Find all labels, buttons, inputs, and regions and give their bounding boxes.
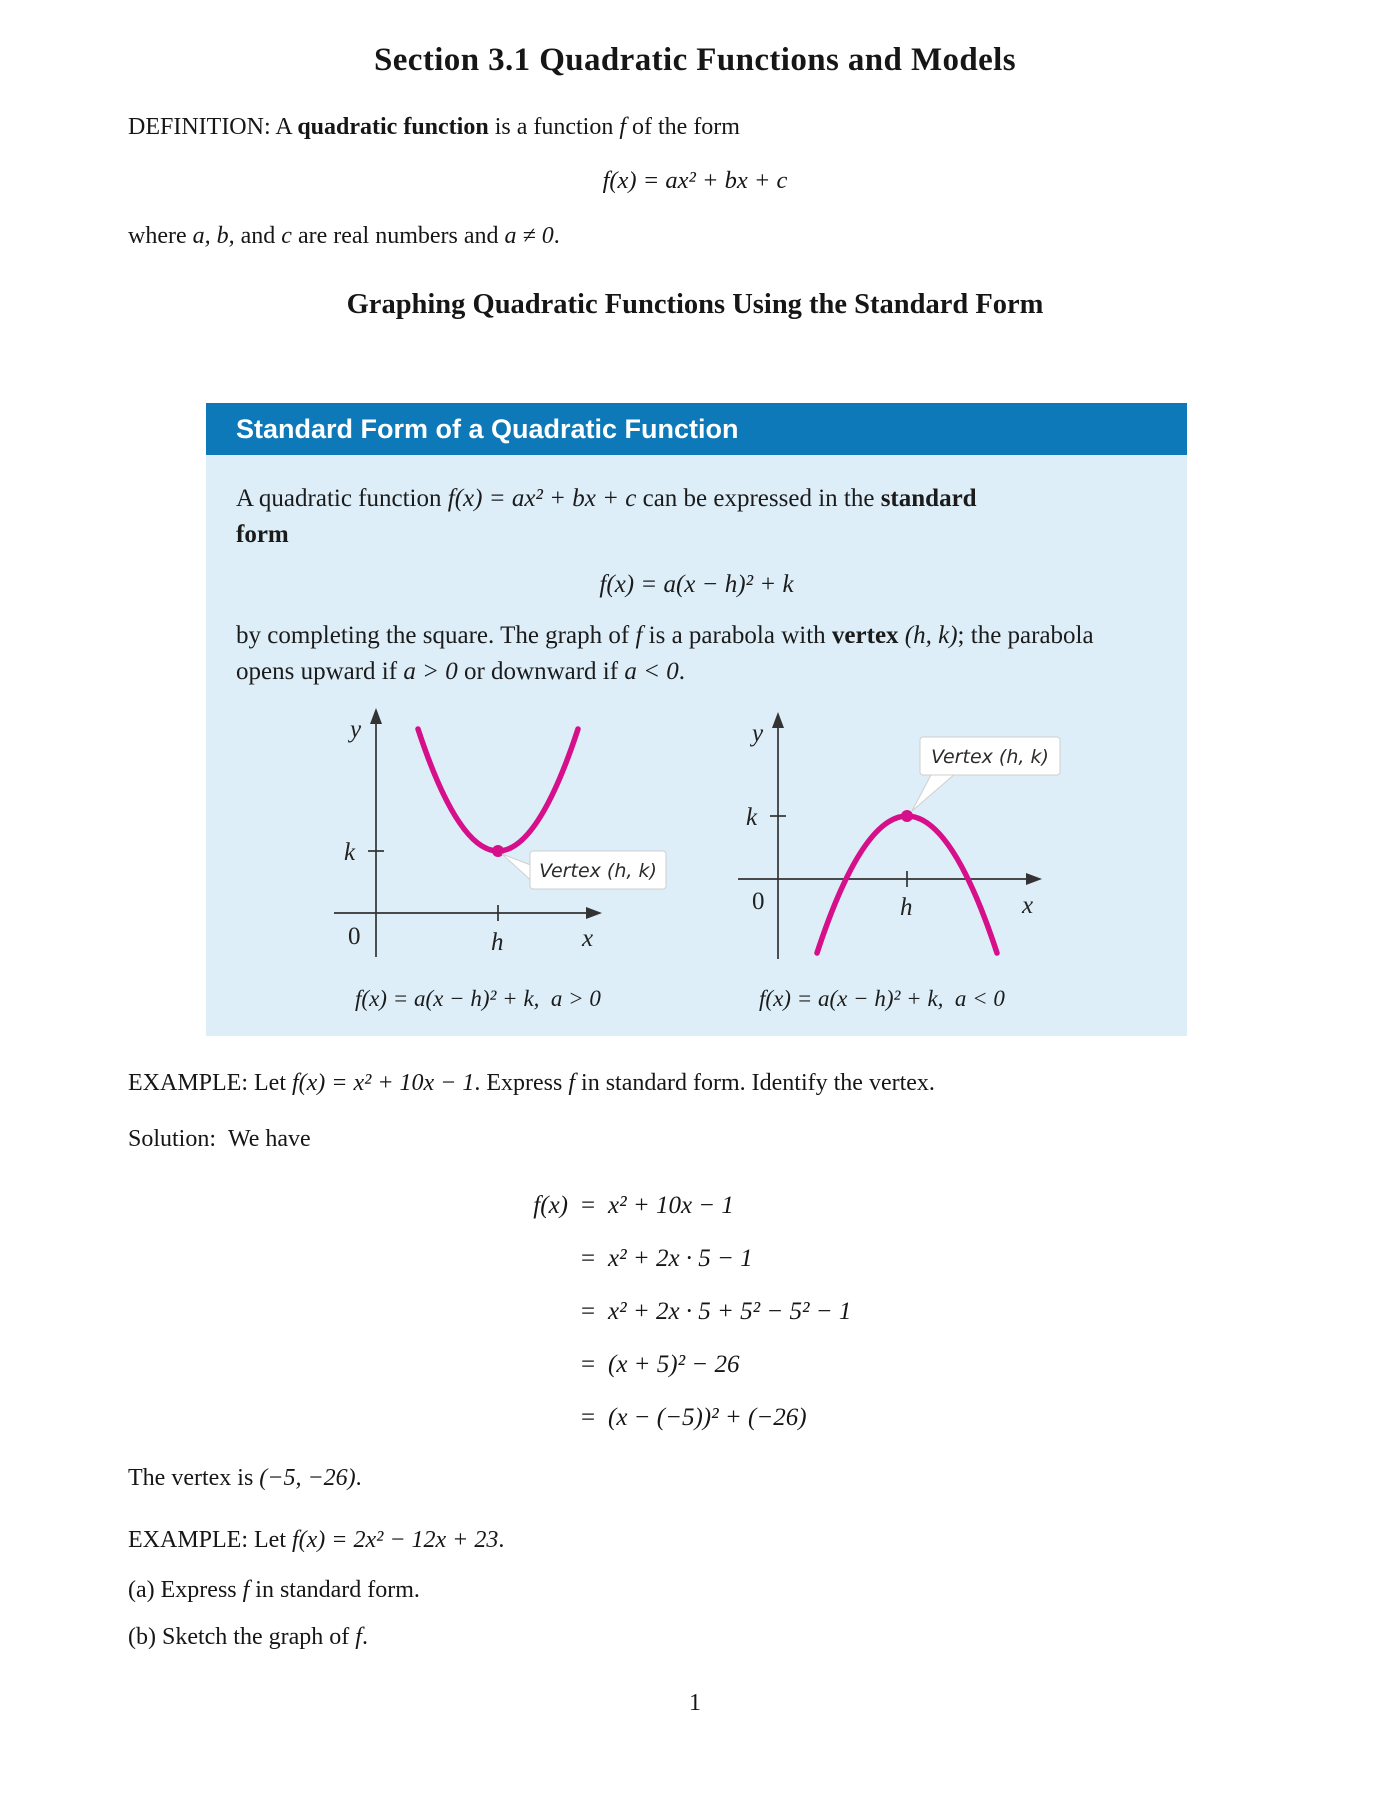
h-label: h xyxy=(491,929,504,956)
definition-formula: f(x) = ax² + bx + c xyxy=(602,167,788,194)
parabola-curve xyxy=(418,729,578,851)
equation-row: = (x − (−5))² + (−26) xyxy=(580,1404,807,1431)
y-axis-arrow-icon xyxy=(772,712,784,728)
vertex-callout-label: Vertex (h, k) xyxy=(931,746,1049,768)
box-intro-line2: form xyxy=(236,520,289,548)
vertex-callout-tail xyxy=(912,773,956,811)
origin-label: 0 xyxy=(348,923,361,950)
equation-row: = x² + 2x · 5 + 5² − 5² − 1 xyxy=(580,1298,852,1325)
standard-form-formula: f(x) = a(x − h)² + k xyxy=(599,571,794,598)
box-header: Standard Form of a Quadratic Function xyxy=(206,403,1187,455)
item-a-line: (a) Express f in standard form. xyxy=(128,1576,420,1603)
parabola-up-figure xyxy=(288,701,668,1014)
vertex-callout-label: Vertex (h, k) xyxy=(539,860,657,882)
x-axis-arrow-icon xyxy=(1026,873,1042,885)
y-axis-arrow-icon xyxy=(370,708,382,724)
k-label: k xyxy=(344,839,356,866)
vertex-result-line: The vertex is (−5, −26). xyxy=(128,1464,362,1491)
graph-caption-up: f(x) = a(x − h)² + k, a > 0 xyxy=(355,985,601,1011)
parabola-down-figure xyxy=(682,701,1082,1014)
graphs-row xyxy=(236,701,1157,1014)
box-intro-line1: A quadratic function f(x) = ax² + bx + c can be expressed in the standard xyxy=(236,485,977,512)
box-body xyxy=(206,455,1187,1036)
box-outro: by completing the square. The graph of f is a parabola with vertex (h, k); the parabola opens upward if a > 0 or downward if a < 0. xyxy=(236,622,1094,685)
solution-line: Solution: We have xyxy=(128,1125,311,1152)
definition-text: DEFINITION: A xyxy=(128,114,298,140)
k-label: k xyxy=(746,804,758,831)
parabola-up-graph xyxy=(288,701,668,981)
parabola-down-graph xyxy=(682,701,1082,981)
where-line: where a, b, and c are real numbers and a ≠ 0. xyxy=(128,223,560,249)
example2-line: EXAMPLE: Let f(x) = 2x² − 12x + 23. xyxy=(128,1526,505,1553)
section-heading: Graphing Quadratic Functions Using the Standard Form xyxy=(346,289,1044,320)
origin-label: 0 xyxy=(752,888,765,915)
vertex-dot xyxy=(492,845,504,857)
item-b-line: (b) Sketch the graph of f. xyxy=(128,1623,368,1650)
vertex-dot xyxy=(901,810,913,822)
page-title: Section 3.1 Quadratic Functions and Models xyxy=(373,42,1016,78)
page-number: 1 xyxy=(689,1689,701,1716)
example1-line: EXAMPLE: Let f(x) = x² + 10x − 1. Express f in standard form. Identify the vertex. xyxy=(128,1069,935,1096)
y-axis-label: y xyxy=(752,720,764,747)
definition-line: DEFINITION: A quadratic function is a function f of the form xyxy=(128,114,740,140)
graph-caption-down: f(x) = a(x − h)² + k, a < 0 xyxy=(759,985,1005,1011)
h-label: h xyxy=(900,894,913,921)
x-axis-arrow-icon xyxy=(586,907,602,919)
equation-steps xyxy=(510,1180,1262,1445)
x-axis-label: x xyxy=(1022,892,1034,919)
equation-row: = x² + 2x · 5 − 1 xyxy=(580,1245,753,1272)
standard-form-box xyxy=(206,403,1187,1036)
equation-row: f(x) = x² + 10x − 1 xyxy=(533,1192,734,1219)
definition-term: quadratic function xyxy=(297,114,489,140)
equation-row: = (x + 5)² − 26 xyxy=(580,1351,740,1378)
x-axis-label: x xyxy=(582,925,594,952)
y-axis-label: y xyxy=(350,716,362,743)
